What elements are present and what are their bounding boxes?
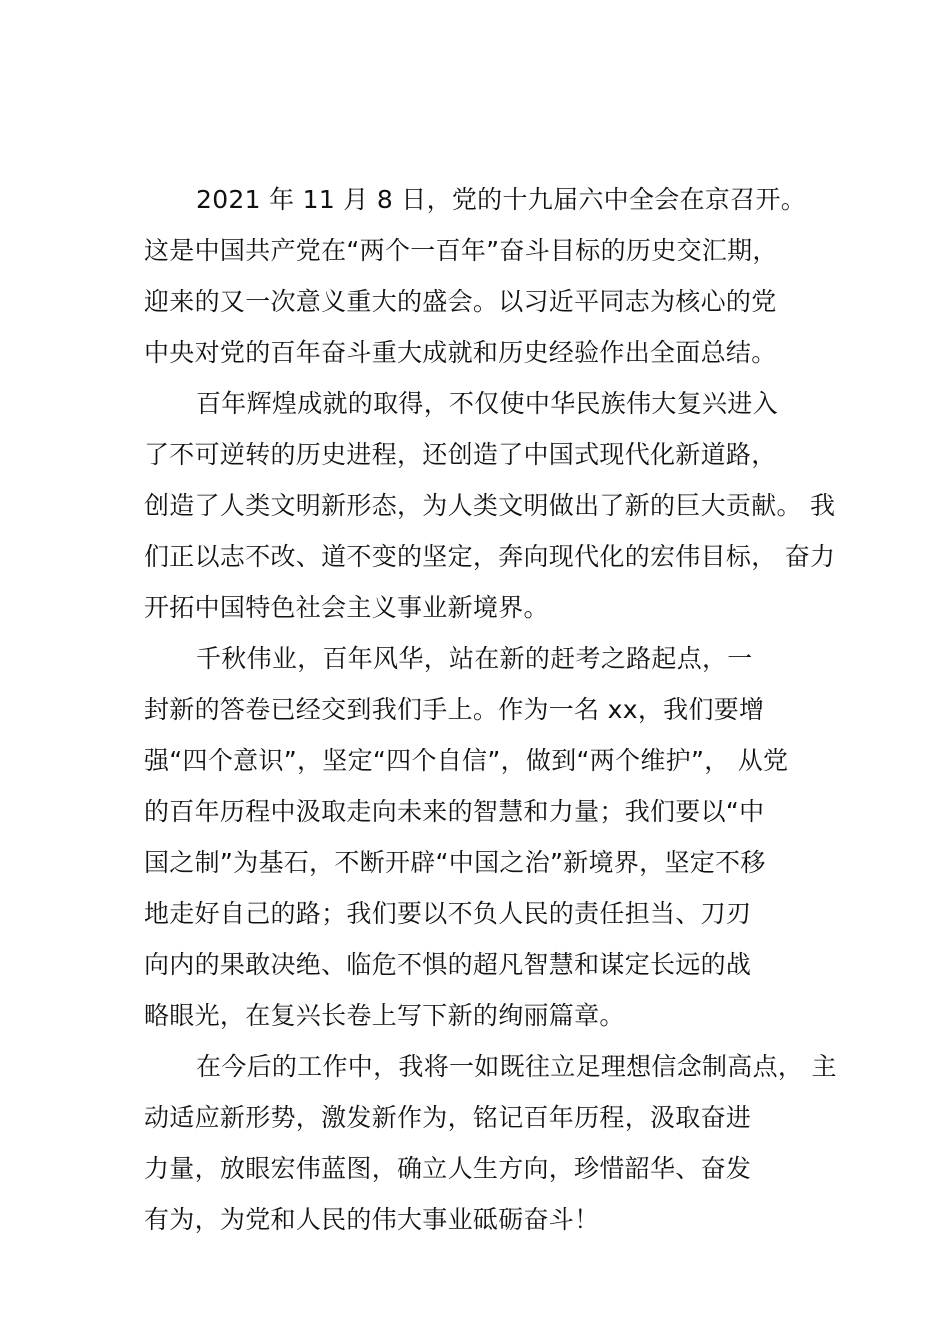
- text-line: 开拓中国特色社会主义事业新境界。: [144, 593, 549, 622]
- text-line: 动适应新形势，激发新作为，铭记百年历程，汲取奋进: [144, 1103, 752, 1132]
- text-line: 2021 年 11 月 8 日，党的十九届六中全会在京召开。: [196, 185, 807, 214]
- text-line: 强“四个意识”，坚定“四个自信”，做到“两个维护”， 从党: [144, 746, 789, 775]
- text-line: 略眼光，在复兴长卷上写下新的绚丽篇章。: [144, 1001, 625, 1030]
- text-line: 在今后的工作中，我将一如既往立足理想信念制高点， 主: [196, 1052, 837, 1081]
- text-line: 地走好自己的路；我们要以不负人民的责任担当、刀刃: [144, 899, 752, 928]
- text-line: 向内的果敢决绝、临危不惧的超凡智慧和谋定长远的战: [144, 950, 752, 979]
- text-line: 中央对党的百年奋斗重大成就和历史经验作出全面总结。: [144, 338, 777, 367]
- text-line: 迎来的又一次意义重大的盛会。以习近平同志为核心的党: [144, 287, 777, 316]
- text-line: 们正以志不改、道不变的坚定，奔向现代化的宏伟目标， 奋力: [144, 542, 836, 571]
- text-line: 国之制”为基石，不断开辟“中国之治”新境界，坚定不移: [144, 848, 766, 877]
- text-line: 百年辉煌成就的取得，不仅使中华民族伟大复兴进入: [196, 389, 778, 418]
- text-line: 创造了人类文明新形态，为人类文明做出了新的巨大贡献。 我: [144, 491, 836, 520]
- text-line: 有为，为党和人民的伟大事业砥砺奋斗！: [144, 1205, 600, 1234]
- text-line: 封新的答卷已经交到我们手上。作为一名 xx，我们要增: [144, 695, 765, 724]
- text-line: 的百年历程中汲取走向未来的智慧和力量；我们要以“中: [144, 797, 765, 826]
- text-line: 了不可逆转的历史进程，还创造了中国式现代化新道路，: [144, 440, 777, 469]
- text-line: 千秋伟业，百年风华，站在新的赶考之路起点，一: [196, 644, 753, 673]
- text-line: 力量，放眼宏伟蓝图，确立人生方向，珍惜韶华、奋发: [144, 1154, 752, 1183]
- text-line: 这是中国共产党在“两个一百年”奋斗目标的历史交汇期，: [144, 236, 778, 265]
